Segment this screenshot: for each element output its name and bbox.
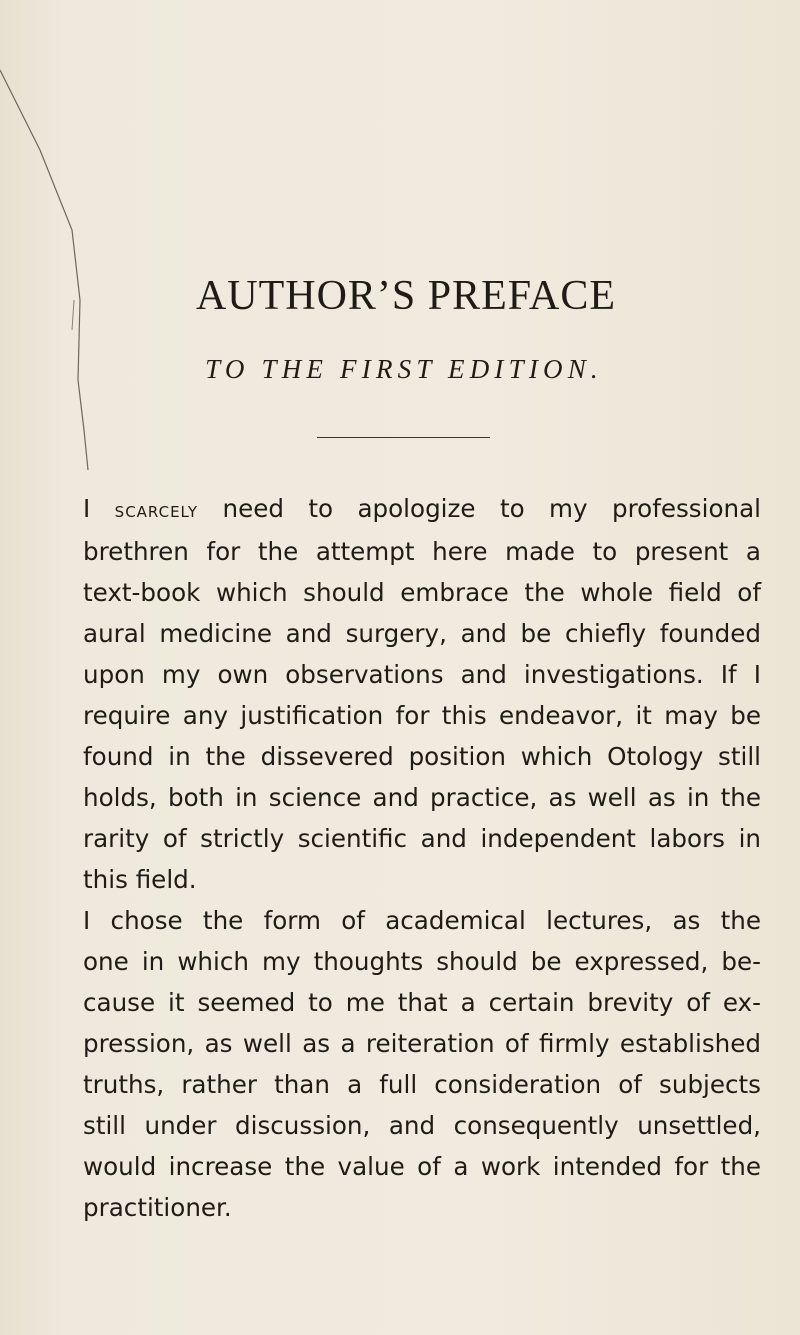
text-line: I chose the form of academical lectures, as the (83, 906, 761, 935)
text-line: truths, rather than a full consideration of subjects (83, 1070, 761, 1099)
text-line: text-book which should embrace the whole field of (83, 578, 761, 607)
text-line: brethren for the attempt here made to present a (83, 537, 761, 566)
drop-letter: I (83, 494, 91, 523)
paragraph-1 (83, 488, 761, 900)
page-title: AUTHOR’S PREFACE (195, 273, 617, 319)
paragraph-2 (83, 900, 761, 1228)
text-line: rarity of strictly scientific and independent labors in (83, 824, 761, 853)
text-line: this field. (83, 865, 197, 894)
text-line: upon my own observations and investigations. If I (83, 660, 761, 689)
text-line: cause it seemed to me that a certain brevity of ex- (83, 988, 761, 1017)
text-line: found in the dissevered position which Otology still (83, 742, 761, 771)
text-line: one in which my thoughts should be expressed, be- (83, 947, 761, 976)
divider-rule (317, 437, 490, 438)
text-line: aural medicine and surgery, and be chiefly founded (83, 619, 761, 648)
text-line: pression, as well as a reiteration of firmly established (83, 1029, 761, 1058)
text-line: still under discussion, and consequently unsettled, (83, 1111, 761, 1140)
preface-body (83, 488, 761, 1228)
text-line: require any justification for this endeavor, it may be (83, 701, 761, 730)
text-line: would increase the value of a work intended for the (83, 1152, 761, 1181)
text-line (83, 488, 761, 531)
text-line: practitioner. (83, 1193, 232, 1222)
smallcaps-word: scarcely (114, 498, 199, 522)
text-line: holds, both in science and practice, as well as in the (83, 783, 761, 812)
page-subtitle: TO THE FIRST EDITION. (205, 354, 603, 384)
line-text: need to apologize to my professional (198, 494, 761, 523)
